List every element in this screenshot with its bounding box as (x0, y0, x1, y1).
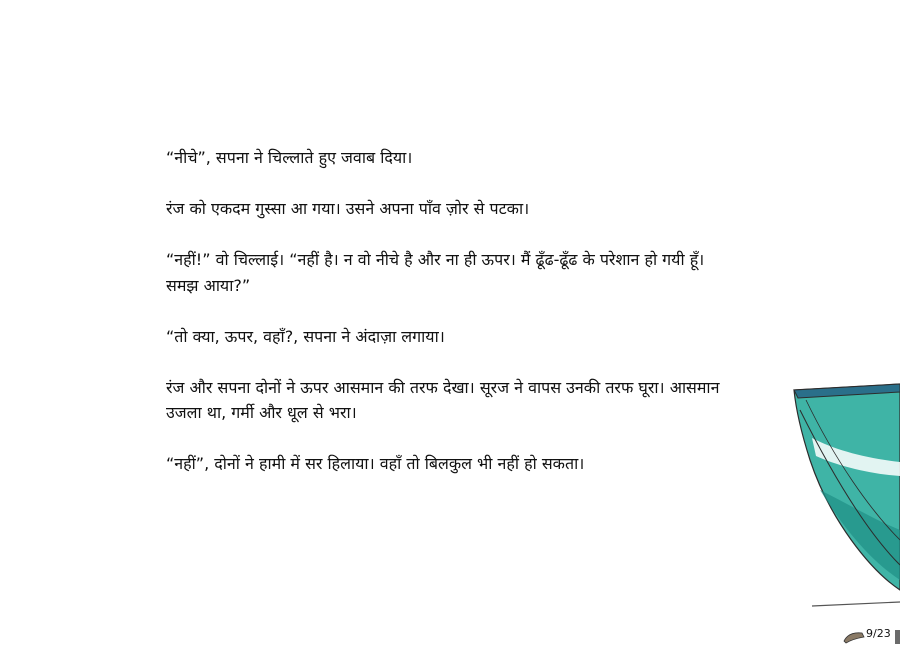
story-paragraph-6: “नहीं”, दोनों ने हामी में सर हिलाया। वहाँ तो बिलकुल भी नहीं हो सकता। (166, 454, 585, 473)
story-paragraph-3: “नहीं!” वो चिल्लाई। “नहीं है। न वो नीचे है और ना ही ऊपर। मैं ढूँढ-ढूँढ के परेशान हो गयी हूँ। समझ आया?” (166, 250, 705, 295)
boat-illustration (790, 380, 900, 610)
story-text (166, 145, 726, 502)
story-paragraph-2: रंज को एकदम गुस्सा आ गया। उसने अपना पाँव ज़ोर से पटका। (166, 199, 530, 218)
story-paragraph-1: “नीचे”, सपना ने चिल्लाते हुए जवाब दिया। (166, 148, 413, 167)
footprint-icon (842, 628, 866, 644)
page-edge-icon (894, 628, 900, 646)
page-number: 9/23 (866, 627, 891, 640)
story-paragraph-5: रंज और सपना दोनों ने ऊपर आसमान की तरफ देखा। सूरज ने वापस उनकी तरफ घूरा। आसमान उजला था, गर्मी और धूल से भरा। (166, 377, 720, 422)
ground-line (812, 602, 900, 606)
story-paragraph-4: “तो क्या, ऊपर, वहाँ?, सपना ने अंदाज़ा लगाया। (166, 326, 445, 346)
